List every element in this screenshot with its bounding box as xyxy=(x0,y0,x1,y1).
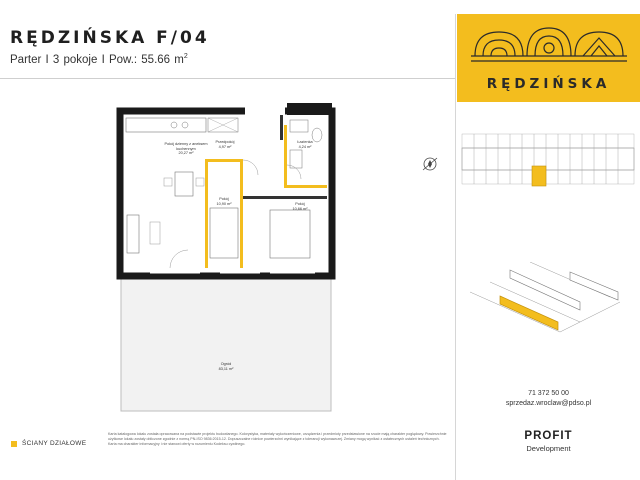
partition-wall xyxy=(205,159,243,162)
compass-icon xyxy=(420,154,440,174)
brand-name: RĘDZIŃSKA xyxy=(486,76,611,92)
disclaimer-text: Karta katalogowa lokalu została opracowana na podstawie projektu budowlanego. Kolorystyka, materiały wykończeniowe, urządzenia i przedmioty przedstawione na rzucie mają charakter poglądowy. Powierzchnie użytkowe lokalu zostały obliczone zgodnie z normą PN-ISO 9836:2015-12. Dopuszczalne różnice powierzchni wynikające z tolerancji wykonawczej. Zmiany mogą wynikać z ostatecznych ustaleń technicznych. Karta ma charakter informacyjny i nie stanowi oferty w rozumieniu Kodeksu cywilnego. xyxy=(108,432,447,446)
building-key-plan xyxy=(460,130,638,195)
brand-ornament-icon xyxy=(457,14,640,74)
contact-email[interactable]: sprzedaz.wroclaw@pdso.pl xyxy=(505,400,592,407)
room-label-bathroom: Łazienka 4,24 m² xyxy=(297,140,313,149)
site-map xyxy=(470,262,630,342)
partition-wall xyxy=(284,185,327,188)
developer-name: PROFIT xyxy=(524,430,573,442)
partition-wall xyxy=(240,160,243,268)
room-label-hallway: Przedpokój 4,97 m² xyxy=(215,140,235,149)
apartment-title: RĘDZIŃSKA F/04 xyxy=(10,28,210,48)
partition-wall xyxy=(205,160,208,268)
contact-phone[interactable]: 71 372 50 00 xyxy=(528,390,569,397)
room-label-living: Pokój dzienny z aneksem kuchennym 20,27 m² xyxy=(164,142,208,155)
developer-subtitle: Development xyxy=(526,444,571,453)
legend-label: ŚCIANY DZIAŁOWE xyxy=(22,440,87,447)
garden-area xyxy=(121,276,331,411)
apartment-summary: Parter I 3 pokoje I Pow.: 55.66 $m^2$ xyxy=(10,53,188,66)
brand-logo-block xyxy=(457,14,640,102)
room-label-bedroom-1: Pokój 10,90 m² xyxy=(216,197,232,206)
room-label-garden: Ogród 83,11 m² xyxy=(218,362,234,371)
partition-wall xyxy=(284,125,287,187)
legend-swatch xyxy=(11,441,17,447)
room-label-bedroom-2: Pokój 10,66 m² xyxy=(292,202,308,211)
outer-walls xyxy=(120,111,332,276)
legend xyxy=(11,440,86,447)
